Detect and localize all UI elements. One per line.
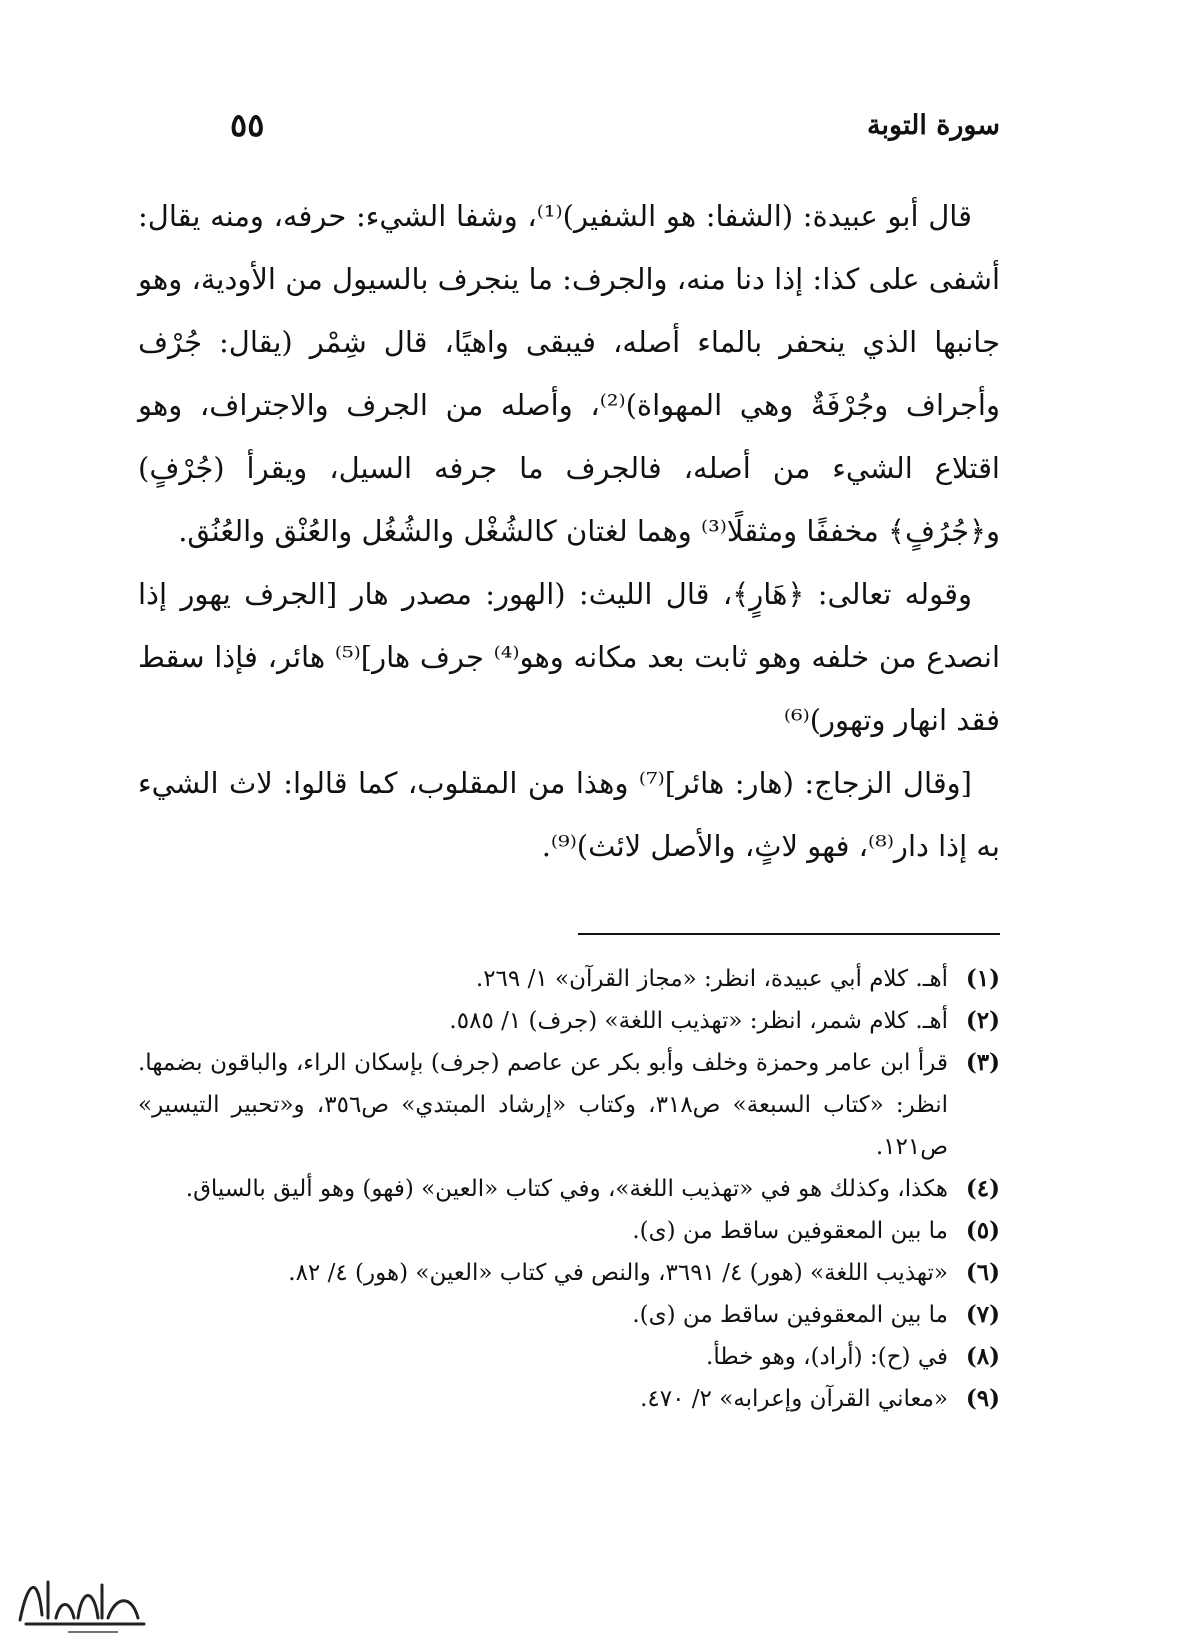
paragraph: قال أبو عبيدة: (الشفا: هو الشفير)⁽¹⁾، وشفا الشيء: حرفه، ومنه يقال: أشفى على كذا: إذا دنا منه، والجرف: ما ينجرف بالسيول من الأودية، وهو جانبها الذي ينحفر بالماء أصله، فيبقى واهيًا، قال شِمْر (يقال: جُرْف وأجراف وجُرْفَةٌ وهي المهواة)⁽²⁾، وأصله من الجرف والاجتراف، وهو اقتلاع الشيء من أصله، فالجرف ما جرفه السيل، ويقرأ (جُرْفٍ) و﴿جُرُفٍ﴾ مخففًا ومثقلًا⁽³⁾ وهما لغتان كالشُغْل والشُغُل والعُنْق والعُنُق.: [137, 199, 1000, 548]
footnote-number: (٣): [965, 1049, 1000, 1076]
footnote-number: (٤): [965, 1175, 1000, 1202]
footnote: [138, 1294, 1000, 1336]
footnote-text: «تهذيب اللغة» (هور) ٤/ ٣٦٩١، والنص في كتاب «العين» (هور) ٤/ ٨٢.: [288, 1260, 948, 1286]
footnote: [138, 1168, 1000, 1210]
footnote: [138, 1252, 1000, 1294]
footnote: [138, 958, 1000, 1000]
footnote-text: أهـ. كلام شمر، انظر: «تهذيب اللغة» (جرف) ١/ ٥٨٥.: [449, 1008, 948, 1034]
footnote-number: (٢): [965, 1007, 1000, 1034]
footnote-text: قرأ ابن عامر وحمزة وخلف وأبو بكر عن عاصم (جرف) بإسكان الراء، والباقون بضمها. انظر: «كتاب السبعة» ص٣١٨، وكتاب «إرشاد المبتدي» ص٣٥٦، و«تحبير التيسير» ص١٢١.: [138, 1050, 949, 1160]
main-text: [138, 185, 1000, 878]
footnote-text: هكذا، وكذلك هو في «تهذيب اللغة»، وفي كتاب «العين» (فهو) وهو أليق بالسياق.: [185, 1176, 948, 1202]
footnotes: [138, 958, 1000, 1420]
footnote: [138, 1378, 1000, 1420]
footnote: [138, 1336, 1000, 1378]
footnote-separator: [578, 933, 1000, 935]
page-number: ٥٥: [230, 106, 265, 144]
page-header: [230, 106, 1000, 160]
footnote-text: في (ح): (أراد)، وهو خطأ.: [706, 1344, 948, 1370]
footnote-number: (٥): [965, 1217, 1000, 1244]
calligraphy-logo-icon: [8, 1560, 158, 1640]
footnote-text: ما بين المعقوفين ساقط من (ى).: [632, 1218, 948, 1244]
footnote-text: «معاني القرآن وإعرابه» ٢/ ٤٧٠.: [640, 1386, 948, 1412]
paragraph: [وقال الزجاج: (هار: هائر]⁽⁷⁾ وهذا من المقلوب، كما قالوا: لاث الشيء به إذا دار⁽⁸⁾، فهو لاثٍ، والأصل لائث)⁽⁹⁾.: [138, 766, 1000, 863]
footnote-text: ما بين المعقوفين ساقط من (ى).: [632, 1302, 948, 1328]
footnote-number: (٧): [965, 1301, 1000, 1328]
footnote: [138, 1210, 1000, 1252]
footnote-text: أهـ. كلام أبي عبيدة، انظر: «مجاز القرآن» ١/ ٢٦٩.: [475, 966, 948, 992]
footnote: [138, 1042, 1000, 1168]
paragraph: وقوله تعالى: ﴿هَارٍ﴾، قال الليث: (الهور: مصدر هار [الجرف يهور إذا انصدع من خلفه وهو ثابت بعد مكانه وهو⁽⁴⁾ جرف هار]⁽⁵⁾ هائر، فإذا سقط فقد انهار وتهور)⁽⁶⁾: [138, 577, 1000, 737]
footnote: [138, 1000, 1000, 1042]
footnote-number: (٩): [965, 1385, 1000, 1412]
footnote-number: (١): [965, 965, 1000, 992]
footnote-number: (٨): [965, 1343, 1000, 1370]
surah-title: سورة التوبة: [867, 110, 1000, 141]
footnote-number: (٦): [965, 1259, 1000, 1286]
